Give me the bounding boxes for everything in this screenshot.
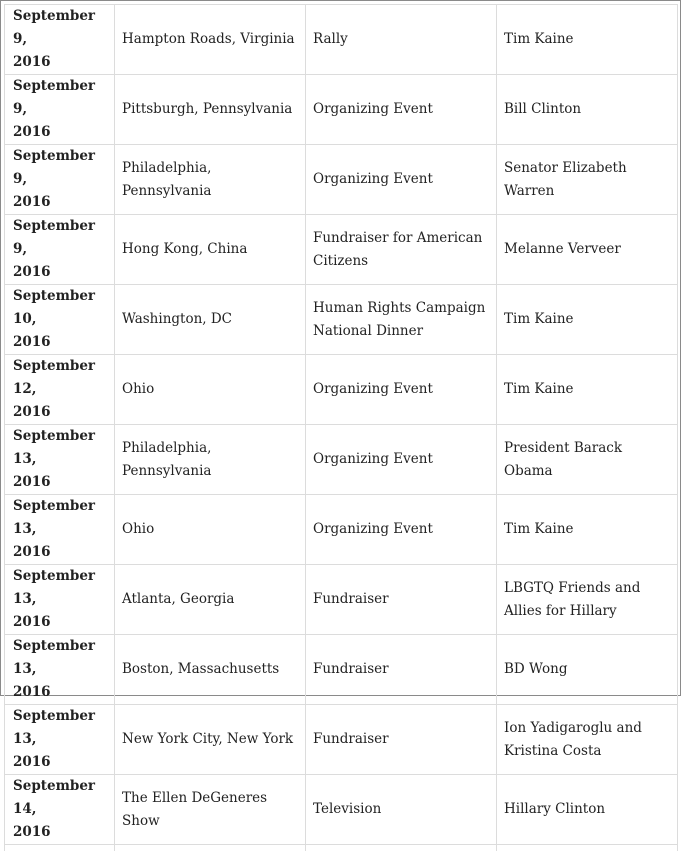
event-type: Organizing Event bbox=[313, 101, 433, 117]
event-date-line2: 2016 bbox=[13, 614, 51, 630]
event-location-cell bbox=[115, 775, 306, 845]
empty-cell bbox=[497, 845, 678, 851]
event-date-line2: 2016 bbox=[13, 404, 51, 420]
event-date-line2: 2016 bbox=[13, 754, 51, 770]
event-location-cell bbox=[115, 705, 306, 775]
event-speaker: Tim Kaine bbox=[504, 381, 574, 397]
event-type: Organizing Event bbox=[313, 521, 433, 537]
empty-cell bbox=[115, 845, 306, 851]
table-row bbox=[5, 215, 678, 285]
event-date-line2: 2016 bbox=[13, 54, 51, 70]
event-date-line1: September 13, bbox=[13, 428, 95, 467]
event-location-link[interactable]: Atlanta, Georgia bbox=[122, 591, 234, 607]
event-location-link[interactable]: Hong Kong, China bbox=[122, 241, 247, 257]
event-speaker: Senator Elizabeth Warren bbox=[504, 160, 627, 199]
event-speaker: Hillary Clinton bbox=[504, 801, 605, 817]
event-type-cell bbox=[306, 5, 497, 75]
event-date-line1: September 13, bbox=[13, 708, 95, 747]
event-date-cell bbox=[5, 5, 115, 75]
event-speaker: Bill Clinton bbox=[504, 101, 581, 117]
event-location-cell bbox=[115, 145, 306, 215]
table-row bbox=[5, 285, 678, 355]
event-type-cell bbox=[306, 215, 497, 285]
event-location-cell bbox=[115, 635, 306, 705]
event-date-line2: 2016 bbox=[13, 544, 51, 560]
event-location-link[interactable]: Washington, DC bbox=[122, 311, 232, 327]
event-date-line1: September 9, bbox=[13, 78, 95, 117]
table-row bbox=[5, 705, 678, 775]
event-location-cell bbox=[115, 565, 306, 635]
event-speaker: Ion Yadigaroglu and Kristina Costa bbox=[504, 720, 642, 759]
event-date-cell bbox=[5, 215, 115, 285]
event-speaker-cell bbox=[497, 75, 678, 145]
event-location: The Ellen DeGeneres Show bbox=[122, 790, 267, 829]
event-location-cell bbox=[115, 75, 306, 145]
event-location-link[interactable]: Pittsburgh, Pennsylvania bbox=[122, 101, 292, 117]
event-date-cell bbox=[5, 565, 115, 635]
event-location-cell bbox=[115, 425, 306, 495]
event-speaker: Melanne Verveer bbox=[504, 241, 621, 257]
event-location-link[interactable]: Ohio bbox=[122, 521, 154, 537]
event-speaker: Tim Kaine bbox=[504, 521, 574, 537]
table-row-cut-off bbox=[5, 845, 678, 851]
event-date-line1: September 13, bbox=[13, 568, 95, 607]
event-type-cell bbox=[306, 75, 497, 145]
event-type-cell bbox=[306, 565, 497, 635]
event-type-cell bbox=[306, 775, 497, 845]
event-date-line1: September 14, bbox=[13, 778, 95, 817]
events-table bbox=[4, 4, 678, 851]
empty-cell bbox=[5, 845, 115, 851]
event-date-line1: September 10, bbox=[13, 288, 95, 327]
event-type: Organizing Event bbox=[313, 171, 433, 187]
event-speaker-cell bbox=[497, 285, 678, 355]
event-date-cell bbox=[5, 355, 115, 425]
event-date-line2: 2016 bbox=[13, 684, 51, 700]
event-date-line1: September 13, bbox=[13, 638, 95, 677]
event-date-cell bbox=[5, 635, 115, 705]
event-type: Rally bbox=[313, 31, 348, 47]
event-speaker: BD Wong bbox=[504, 661, 567, 677]
event-type-cell bbox=[306, 145, 497, 215]
event-speaker-cell bbox=[497, 355, 678, 425]
event-type: Fundraiser bbox=[313, 661, 389, 677]
table-row bbox=[5, 5, 678, 75]
event-date-line2: 2016 bbox=[13, 824, 51, 840]
event-date-cell bbox=[5, 285, 115, 355]
event-type: Organizing Event bbox=[313, 381, 433, 397]
event-type-cell bbox=[306, 635, 497, 705]
event-location-cell bbox=[115, 355, 306, 425]
event-type: Human Rights Campaign National Dinner bbox=[313, 300, 485, 339]
event-date-line1: September 13, bbox=[13, 498, 95, 537]
event-type-cell bbox=[306, 495, 497, 565]
event-type-cell bbox=[306, 705, 497, 775]
event-type: Fundraiser bbox=[313, 731, 389, 747]
event-date-line2: 2016 bbox=[13, 334, 51, 350]
event-type: Organizing Event bbox=[313, 451, 433, 467]
event-date-cell bbox=[5, 425, 115, 495]
event-location-link[interactable]: New York City, New York bbox=[122, 731, 293, 747]
table-row bbox=[5, 145, 678, 215]
event-speaker-cell bbox=[497, 635, 678, 705]
event-date-cell bbox=[5, 775, 115, 845]
event-location-link[interactable]: Boston, Massachusetts bbox=[122, 661, 279, 677]
event-location-link[interactable]: Ohio bbox=[122, 381, 154, 397]
event-location-link[interactable]: Hampton Roads, Virginia bbox=[122, 31, 295, 47]
table-row bbox=[5, 355, 678, 425]
event-speaker: President Barack Obama bbox=[504, 440, 622, 479]
event-date-line2: 2016 bbox=[13, 124, 51, 140]
event-location-link[interactable]: Philadelphia, Pennsylvania bbox=[122, 440, 211, 479]
event-speaker-cell bbox=[497, 145, 678, 215]
event-date-line1: September 9, bbox=[13, 218, 95, 257]
event-speaker-cell bbox=[497, 705, 678, 775]
event-location-cell bbox=[115, 285, 306, 355]
event-location-cell bbox=[115, 215, 306, 285]
event-date-line1: September 12, bbox=[13, 358, 95, 397]
events-table-body bbox=[5, 5, 678, 851]
event-type-cell bbox=[306, 285, 497, 355]
event-type: Fundraiser bbox=[313, 591, 389, 607]
event-type: Television bbox=[313, 801, 381, 817]
empty-cell bbox=[306, 845, 497, 851]
event-speaker-cell bbox=[497, 5, 678, 75]
event-type-cell bbox=[306, 425, 497, 495]
event-date-cell bbox=[5, 495, 115, 565]
table-row bbox=[5, 635, 678, 705]
event-speaker-cell bbox=[497, 775, 678, 845]
event-speaker-cell bbox=[497, 495, 678, 565]
table-row bbox=[5, 565, 678, 635]
event-date-line2: 2016 bbox=[13, 264, 51, 280]
event-type-cell bbox=[306, 355, 497, 425]
table-row bbox=[5, 425, 678, 495]
table-row bbox=[5, 495, 678, 565]
event-location-cell bbox=[115, 5, 306, 75]
event-date-line1: September 9, bbox=[13, 148, 95, 187]
event-speaker: Tim Kaine bbox=[504, 311, 574, 327]
event-date-line2: 2016 bbox=[13, 474, 51, 490]
table-row bbox=[5, 775, 678, 845]
event-date-cell bbox=[5, 75, 115, 145]
event-speaker: Tim Kaine bbox=[504, 31, 574, 47]
event-speaker: LBGTQ Friends and Allies for Hillary bbox=[504, 580, 640, 619]
event-date-cell bbox=[5, 145, 115, 215]
event-speaker-cell bbox=[497, 215, 678, 285]
event-speaker-cell bbox=[497, 565, 678, 635]
event-date-line1: September 9, bbox=[13, 8, 95, 47]
event-date-line2: 2016 bbox=[13, 194, 51, 210]
table-row bbox=[5, 75, 678, 145]
event-speaker-cell bbox=[497, 425, 678, 495]
event-date-cell bbox=[5, 705, 115, 775]
event-location-cell bbox=[115, 495, 306, 565]
event-type: Fundraiser for American Citizens bbox=[313, 230, 482, 269]
event-location-link[interactable]: Philadelphia, Pennsylvania bbox=[122, 160, 211, 199]
